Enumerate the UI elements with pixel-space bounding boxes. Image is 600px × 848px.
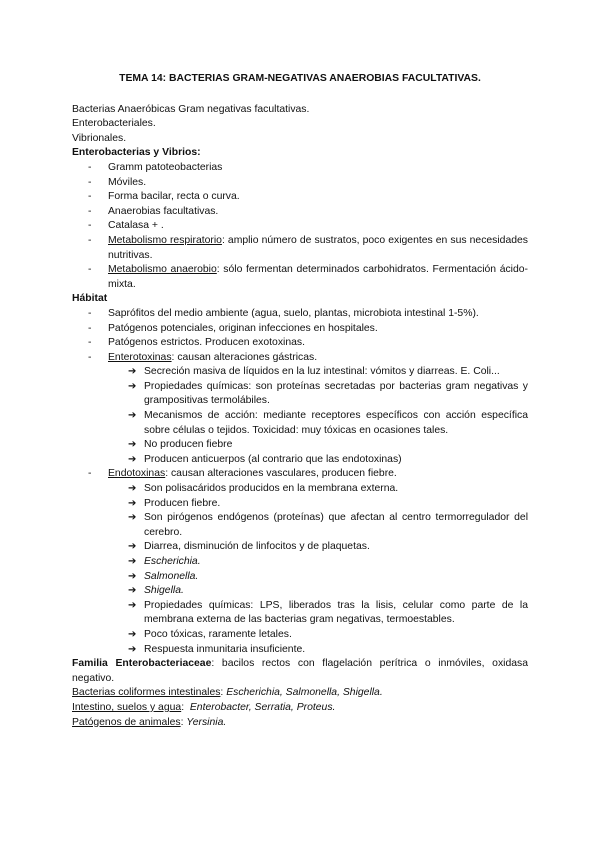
separator: : xyxy=(220,687,227,699)
list-item: - Saprófitos del medio ambiente (agua, suelo, plantas, microbiota intestinal 1-5%). xyxy=(88,307,528,322)
section-heading: Enterobacterias y Vibrios: xyxy=(72,147,201,159)
arrow-item xyxy=(128,497,528,512)
patogenos-line xyxy=(72,716,528,731)
arrow-item xyxy=(128,599,528,628)
arrow-item-text: Escherichia. xyxy=(144,556,201,567)
arrow-icon: ➔ xyxy=(128,439,137,451)
term-text: : sólo fermentan determinados carbohidratos. Fermentación ácido-mixta. xyxy=(108,264,529,290)
term-label: Patógenos de animales xyxy=(72,716,181,728)
term-label: Endotoxinas xyxy=(108,468,166,480)
arrow-item-text: Son pirógenos endógenos (proteínas) que afectan al centro termorregulador del cerebro. xyxy=(144,512,528,538)
arrow-icon: ➔ xyxy=(128,483,137,495)
arrow-item xyxy=(128,555,528,570)
arrow-item xyxy=(128,511,528,540)
list-item xyxy=(88,351,528,468)
arrow-item-text: Mecanismos de acción: mediante receptores específicos con acción específica sobre células o tejidos. Toxicidad: muy tóxicas en ocasiones tales. xyxy=(144,410,528,436)
arrow-item-text: Salmonella. xyxy=(144,570,199,582)
arrow-icon: ➔ xyxy=(128,599,137,611)
arrow-icon: ➔ xyxy=(128,366,137,378)
intro-line: Enterobacteriales. xyxy=(72,118,156,130)
term-label: Intestino, suelos y agua xyxy=(72,701,182,713)
term-label: Bacterias coliformes intestinales xyxy=(72,687,221,699)
arrow-icon: ➔ xyxy=(128,453,137,465)
arrow-item-text: Secreción masiva de líquidos en la luz intestinal: vómitos y diarreas. E. Coli... xyxy=(144,366,500,378)
arrow-item xyxy=(128,540,528,555)
list-item: - Gramm patoteobacterias xyxy=(88,161,528,176)
arrow-item-text: Propiedades químicas: son proteínas secretadas por bacterias gram negativas y grampositivas termolábiles. xyxy=(144,380,528,407)
list-item: - Patógenos potenciales, originan infecciones en hospitales. xyxy=(88,322,528,337)
intro-line: Bacterias Anaeróbicas Gram negativas facultativas. xyxy=(72,103,310,115)
list-item: - Patógenos estrictos. Producen exotoxinas. xyxy=(88,336,528,351)
arrow-icon: ➔ xyxy=(128,585,137,597)
list-item: - Catalasa + . xyxy=(88,219,528,234)
separator: : xyxy=(180,716,187,728)
arrow-item-text: Diarrea, disminución de linfocitos y de plaquetas. xyxy=(144,541,370,553)
intestino-line xyxy=(72,701,528,716)
arrow-icon: ➔ xyxy=(128,570,137,582)
arrow-icon: ➔ xyxy=(128,643,137,655)
term-value: Escherichia, Salmonella, Shigella. xyxy=(226,687,383,699)
arrow-item-text: Shigella. xyxy=(144,585,184,597)
term-value: Yersinia. xyxy=(186,716,227,728)
arrow-item xyxy=(128,584,528,599)
arrow-icon: ➔ xyxy=(128,410,137,422)
arrow-icon: ➔ xyxy=(128,556,137,567)
term-label: Metabolismo anaerobio xyxy=(108,264,217,276)
list-item xyxy=(88,467,528,657)
arrow-item-text: Poco tóxicas, raramente letales. xyxy=(144,628,292,640)
term-text: : bacilos rectos con flagelación perítrica o inmóviles, oxidasa negativo. xyxy=(72,658,528,684)
bullet-list xyxy=(72,161,528,292)
arrow-item xyxy=(128,482,528,497)
arrow-item-text: Producen fiebre. xyxy=(144,497,221,509)
arrow-item xyxy=(128,628,528,643)
page-title: TEMA 14: BACTERIAS GRAM-NEGATIVAS ANAEROBIAS FACULTATIVAS. xyxy=(119,73,481,84)
list-item xyxy=(88,263,528,292)
arrow-icon: ➔ xyxy=(128,497,137,509)
term-label: Metabolismo respiratorio xyxy=(108,234,222,246)
arrow-item-text: Propiedades químicas: LPS, liberados tras la lisis, celular como parte de la membrana externa de las bacterias gram negativas, termoestables. xyxy=(144,599,528,626)
separator: : xyxy=(181,701,190,713)
arrow-item xyxy=(128,380,528,409)
arrow-icon: ➔ xyxy=(128,541,137,553)
arrow-item xyxy=(128,570,528,585)
arrow-item-text: Producen anticuerpos (al contrario que las endotoxinas) xyxy=(144,453,402,465)
arrow-item xyxy=(128,409,528,438)
arrow-icon: ➔ xyxy=(128,380,137,392)
arrow-icon: ➔ xyxy=(128,628,137,640)
bullet-list xyxy=(72,307,528,657)
intro-line: Vibrionales. xyxy=(72,132,127,144)
term-text: : causan alteraciones gástricas. xyxy=(171,351,318,363)
arrow-list xyxy=(108,482,528,657)
list-item: - Forma bacilar, recta o curva. xyxy=(88,190,528,205)
list-item xyxy=(88,234,528,263)
term-text: : causan alteraciones vasculares, producen fiebre. xyxy=(165,468,397,480)
arrow-item xyxy=(128,365,528,380)
coliformes-line xyxy=(72,686,528,701)
arrow-list xyxy=(108,365,528,467)
familia-paragraph xyxy=(72,657,528,686)
arrow-item-text: Son polisacáridos producidos en la membrana externa. xyxy=(144,483,399,495)
arrow-item-text: No producen fiebre xyxy=(144,439,233,451)
list-item: - Móviles. xyxy=(88,176,528,191)
arrow-icon: ➔ xyxy=(128,512,137,524)
term-value: Enterobacter, Serratia, Proteus. xyxy=(189,701,336,713)
list-item: - Anaerobias facultativas. xyxy=(88,205,528,220)
section-heading: Hábitat xyxy=(72,293,108,305)
arrow-item xyxy=(128,438,528,453)
term-label: Familia Enterobacteriaceae xyxy=(72,658,212,670)
document-page xyxy=(72,72,528,730)
arrow-item-text: Respuesta inmunitaria insuficiente. xyxy=(144,643,306,655)
term-label: Enterotoxinas xyxy=(108,351,172,363)
arrow-item xyxy=(128,453,528,468)
term-text: : amplio número de sustratos, poco exigentes en sus necesidades nutritivas. xyxy=(108,234,528,261)
arrow-item xyxy=(128,643,528,658)
